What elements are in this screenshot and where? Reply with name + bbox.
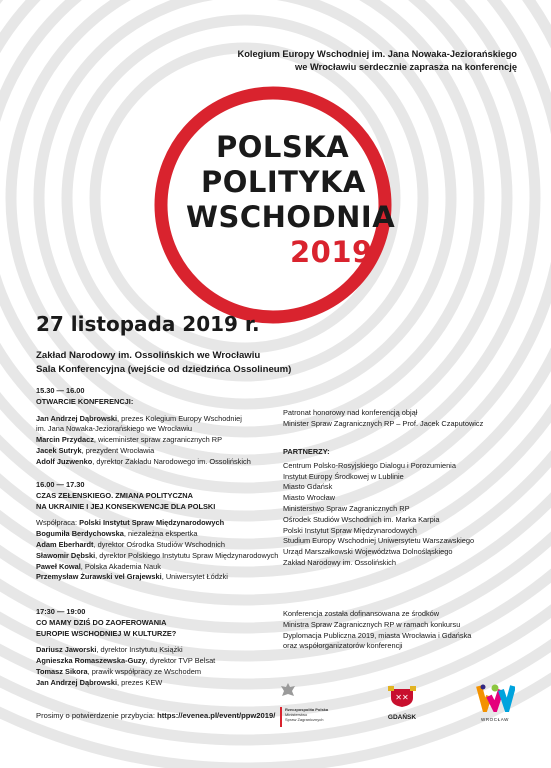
wroclaw-w-icon: [475, 682, 515, 712]
speaker-role: , prezes Kolegium Europy Wschodniej: [117, 413, 242, 423]
invitation-line-1: Kolegium Europy Wschodniej im. Jana Nowaka-Jeziorańskiego: [237, 49, 517, 59]
speaker-name: Marcin Przydacz: [36, 435, 94, 445]
partner-item: Polski Instytut Spraw Międzynarodowych: [283, 525, 417, 535]
patronage-line-1: Patronat honorowy nad konferencją objął: [283, 408, 418, 417]
speaker-row: [36, 667, 276, 678]
speaker-name: Jacek Sutryk: [36, 445, 82, 455]
msz-logo-line-2: Ministerstwo: [285, 712, 308, 717]
speaker-row: [36, 562, 281, 573]
title-year: 2019: [290, 235, 373, 269]
speaker-row: [36, 678, 276, 689]
speaker-role: , wiceminister spraw zagranicznych RP: [93, 435, 223, 445]
speaker-row: [36, 572, 281, 583]
speaker-name: Dariusz Jaworski: [36, 645, 97, 655]
speaker-name: Adolf Juzwenko: [36, 456, 93, 466]
speaker-name: Jan Andrzej Dąbrowski: [36, 413, 118, 423]
speaker-role: , Uniwersytet Łódzki: [161, 572, 228, 582]
msz-logo-line-1: Rzeczpospolita Polska: [285, 707, 329, 712]
rsvp-label: Prosimy o potwierdzenie przybycia:: [36, 711, 158, 720]
msz-logo-line-3: Spraw Zagranicznych: [285, 717, 324, 722]
partner-item: Urząd Marszałkowski Województwa Dolnośląskiego: [283, 547, 453, 557]
speaker-role: , dyrektor Zakładu Narodowego im. Ossolińskich: [92, 456, 251, 466]
speaker-name: Jan Andrzej Dąbrowski: [36, 677, 118, 687]
speaker-name: Agnieszka Romaszewska-Guzy: [36, 656, 146, 666]
session-2: [36, 480, 281, 583]
invitation-line-2: we Wrocławiu serdecznie zaprasza na konferencję: [294, 62, 517, 72]
session-2-time: 16.00 — 17.30: [36, 480, 85, 489]
patronage: [283, 408, 533, 430]
speaker-row: [36, 540, 281, 551]
rsvp-line: [36, 711, 275, 720]
session-3-time: 17:30 — 19:00: [36, 607, 86, 616]
gdansk-logo: [380, 686, 424, 721]
session-1-time: 15.30 — 16.00: [36, 386, 85, 395]
venue-line-2: Sala Konferencyjna (wejście od dziedzińca Ossolineum): [36, 363, 292, 375]
session-3-title-1: CO MAMY DZIŚ DO ZAOFEROWANIA: [36, 617, 167, 627]
speaker-role: , prezydent Wrocławia: [81, 445, 155, 455]
partner-item: Studium Europy Wschodniej Uniwersytetu Warszawskiego: [283, 536, 475, 546]
speaker-row: [36, 645, 276, 656]
speaker-name: Tomasz Sikora: [36, 666, 88, 676]
venue-line-1: Zakład Narodowy im. Ossolińskich we Wrocławiu: [36, 350, 261, 361]
session-1: [36, 386, 276, 468]
partners: [283, 447, 533, 569]
funding-line-3: Dyplomacja Publiczna 2019, miasta Wrocławia i Gdańska: [283, 630, 472, 640]
speaker-role: , prezes KEW: [117, 677, 163, 687]
speaker-name: Sławomir Dębski: [36, 550, 96, 560]
funding-line-1: Konferencja została dofinansowana ze środków: [283, 609, 440, 618]
wroclaw-logo: [470, 682, 520, 722]
speaker-role-cont: im. Jana Nowaka-Jeziorańskiego we Wrocławiu: [36, 424, 192, 434]
funding-note: [283, 609, 533, 652]
funding-line-4: oraz współorganizatorów konferencji: [283, 641, 403, 651]
partner-item: Instytut Europy Środkowej w Lublinie: [283, 471, 404, 481]
speaker-name: Przemysław Żurawski vel Grajewski: [36, 572, 162, 582]
partner-item: Miasto Gdańsk: [283, 482, 333, 492]
session-3: [36, 607, 276, 689]
speaker-role: , prawik współpracy ze Wschodem: [87, 666, 201, 676]
svg-text:✕✕: ✕✕: [395, 693, 409, 702]
speaker-role: , Polska Akademia Nauk: [80, 561, 161, 571]
speaker-role: , dyrektor TVP Belsat: [145, 656, 216, 666]
speaker-name: Paweł Kowal: [36, 561, 81, 571]
partner-item: Miasto Wrocław: [283, 493, 336, 503]
speaker-row: [36, 435, 276, 446]
partner-item: Ośrodek Studiów Wschodnich im. Marka Karpia: [283, 514, 440, 524]
speaker-role: , niezależna ekspertka: [123, 529, 198, 539]
rsvp-link[interactable]: https://evenea.pl/event/ppw2019/: [157, 711, 276, 720]
event-venue: [36, 349, 291, 376]
speaker-row: [36, 529, 281, 540]
gdansk-logo-text: GDAŃSK: [387, 714, 417, 721]
patronage-line-2: Minister Spraw Zagranicznych RP – Prof. Jacek Czaputowicz: [283, 418, 484, 428]
eagle-emblem-icon: [280, 682, 296, 700]
session-2-title-2: NA UKRAINIE I JEJ KONSEKWENCJE DLA POLSKI: [36, 501, 216, 511]
cooperation-name: Polski Instytut Spraw Międzynarodowych: [79, 518, 225, 528]
session-1-title: OTWARCIE KONFERENCJI:: [36, 396, 134, 406]
speaker-name: Adam Eberhardt: [36, 539, 94, 549]
session-3-title-2: EUROPIE WSCHODNIEJ W KULTURZE?: [36, 628, 177, 638]
msz-logo: [280, 682, 350, 727]
gdansk-crest-icon: [387, 686, 417, 708]
event-date: 27 listopada 2019 r.: [36, 312, 260, 336]
speaker-role: , dyrektor Polskiego Instytutu Spraw Międzynarodowych: [95, 550, 279, 560]
wroclaw-logo-text: WROCŁAW: [480, 717, 510, 722]
msz-red-bar: [280, 707, 282, 727]
speaker-name: Bogumiła Berdychowska: [36, 529, 124, 539]
partner-item: Zakład Narodowy im. Ossolińskich: [283, 557, 396, 567]
partner-item: Centrum Polsko-Rosyjskiego Dialogu i Porozumienia: [283, 460, 456, 470]
cooperation-label: Współpraca:: [36, 518, 80, 528]
speaker-row: [36, 446, 276, 457]
speaker-row: [36, 457, 276, 468]
speaker-row: [36, 656, 276, 667]
partner-item: Ministerstwo Spraw Zagranicznych RP: [283, 503, 410, 513]
speaker-role: , dyrektor Instytutu Książki: [96, 645, 183, 655]
title-line-3: WSCHODNIA: [186, 200, 396, 234]
invitation-text: [187, 48, 517, 74]
title-line-2: POLITYKA: [201, 165, 366, 199]
speaker-row: [36, 551, 281, 562]
cooperation-row: [36, 518, 281, 529]
speaker-role: , dyrektor Ośrodka Studiów Wschodnich: [93, 539, 225, 549]
partners-heading: PARTNERZY:: [283, 447, 330, 456]
title-line-1: POLSKA: [216, 130, 350, 164]
session-2-title-1: CZAS ZEŁENSKIEGO. ZMIANA POLITYCZNA: [36, 490, 193, 500]
speaker-row: [36, 414, 276, 425]
funding-line-2: Ministra Spraw Zagranicznych RP w ramach konkursu: [283, 619, 461, 629]
